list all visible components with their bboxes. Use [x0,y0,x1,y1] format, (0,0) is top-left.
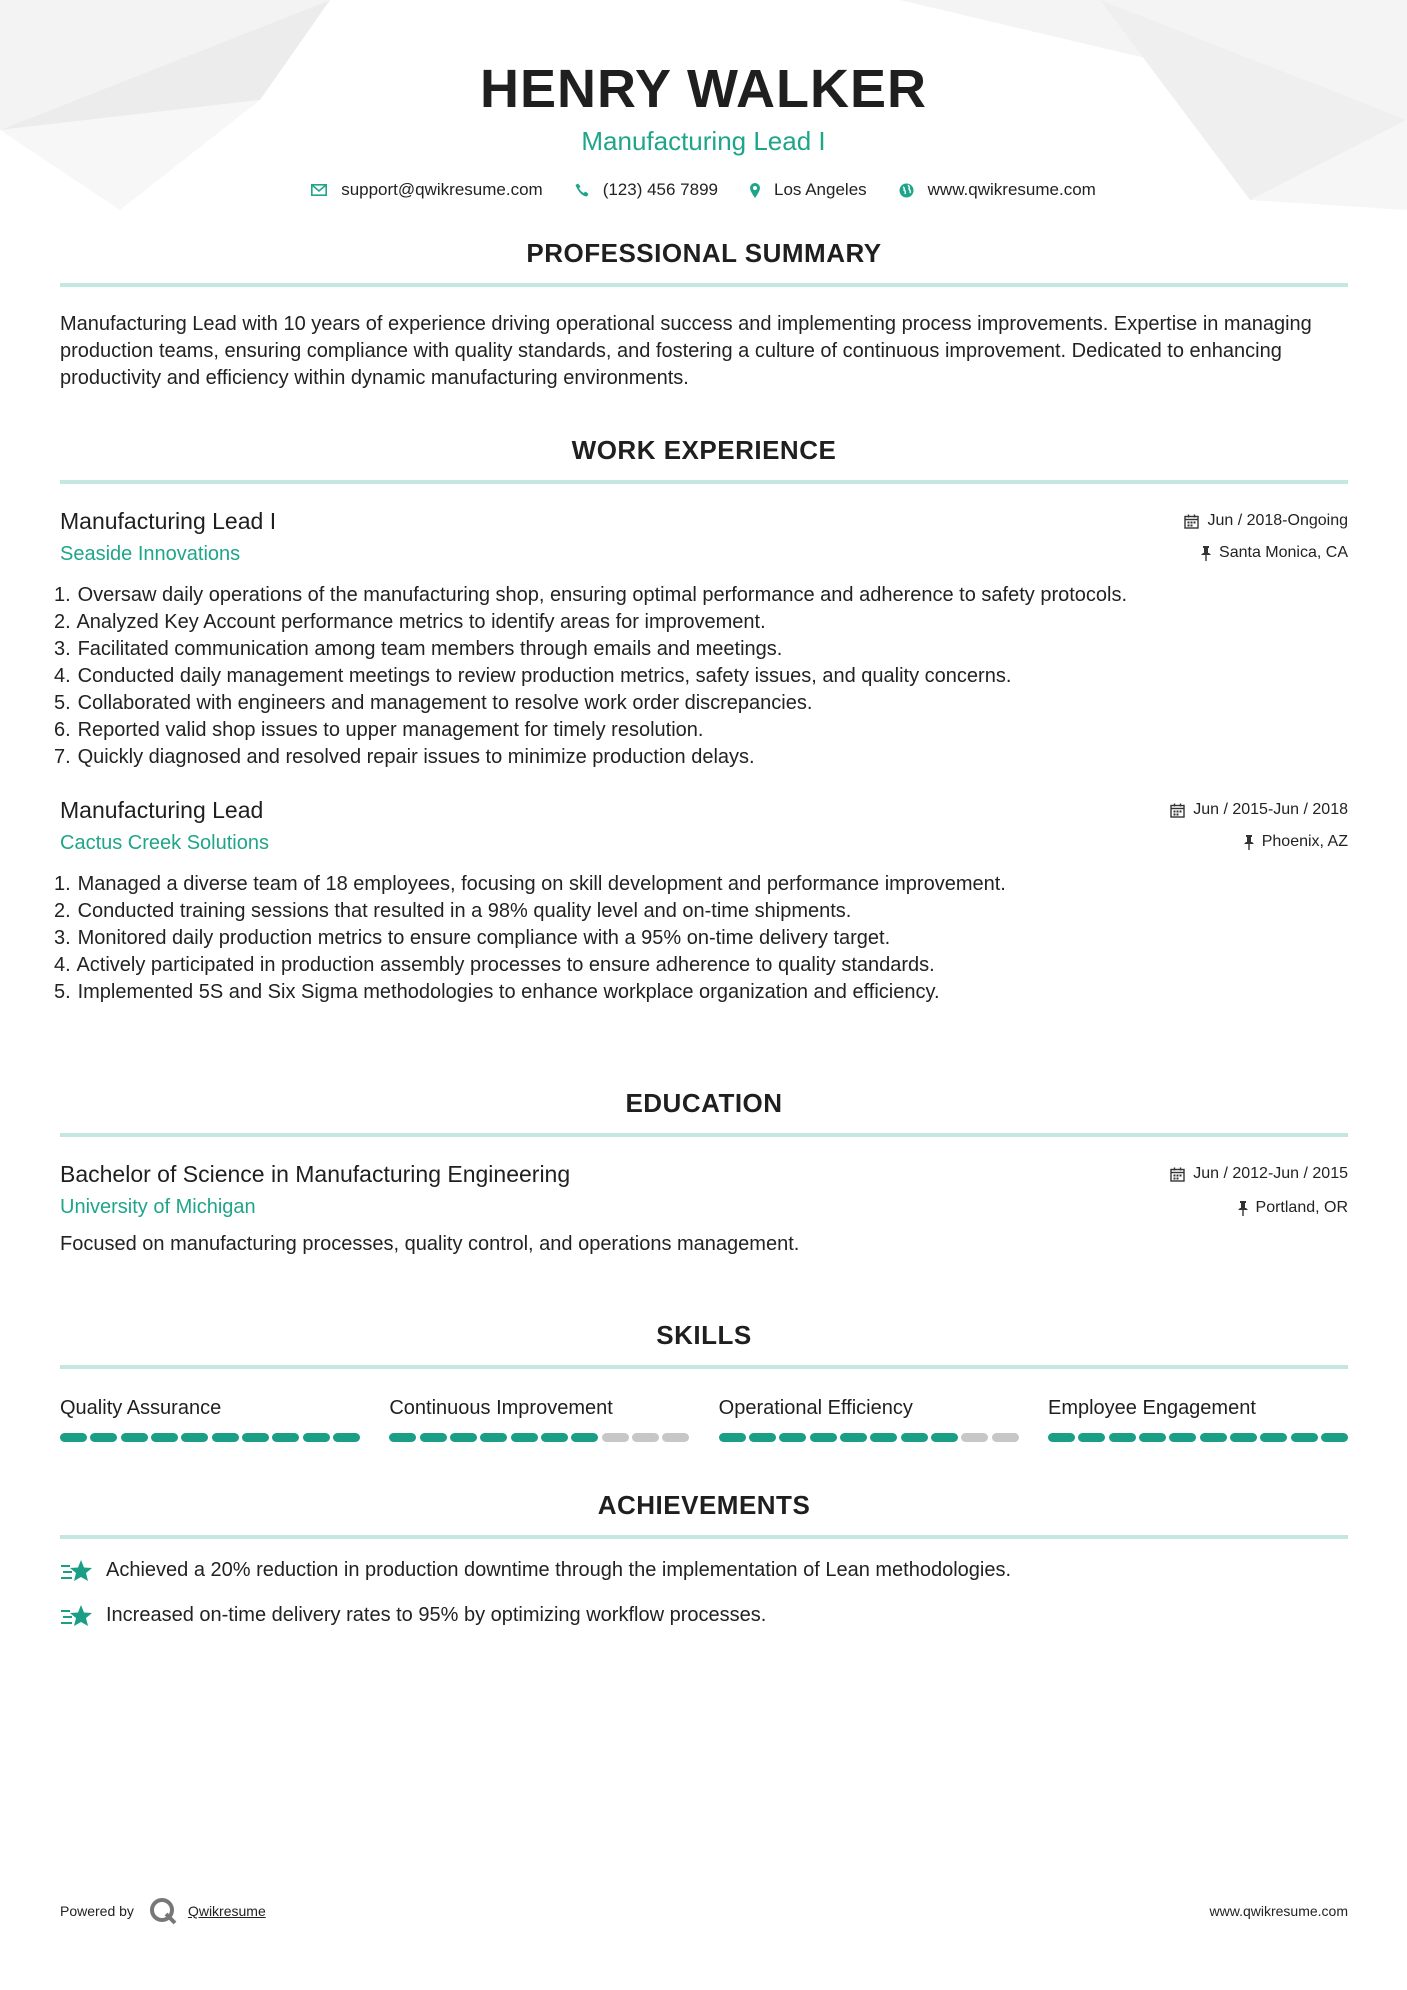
job-location-text: Santa Monica, CA [1219,544,1348,561]
skill-dot-filled [121,1433,148,1442]
experience-heading: WORK EXPERIENCE [571,435,837,465]
contact-bar [0,180,1407,200]
job-dates [1184,506,1348,536]
job-dates-text: Jun / 2015-Jun / 2018 [1193,801,1348,818]
skill-dot-empty [602,1433,629,1442]
skill-dot-filled [420,1433,447,1442]
qwikresume-link[interactable]: Qwikresume [187,1903,266,1919]
skill-dot-filled [303,1433,330,1442]
skill-dot-filled [901,1433,928,1442]
skill-dot-filled [810,1433,837,1442]
qwikresume-logo-icon [148,1896,178,1926]
section-divider [60,1133,1348,1137]
achievement-item [60,1602,1348,1629]
job-entry [54,795,1348,1006]
education-heading: EDUCATION [625,1088,783,1118]
pushpin-icon [1244,835,1254,850]
list-item: 1. Managed a diverse team of 18 employees, focusing on skill development and performance improvement. [54,873,1006,895]
summary-section [60,238,1348,392]
job-role: Manufacturing Lead [60,797,264,823]
calendar-icon [1170,1167,1185,1182]
list-item: 4. Conducted daily management meetings to review production metrics, safety issues, and quality concerns. [54,665,1012,687]
skill-dot-filled [1078,1433,1105,1442]
section-divider [60,480,1348,484]
calendar-icon [1184,514,1199,529]
achievement-text: Increased on-time delivery rates to 95% by optimizing workflow processes. [106,1604,767,1626]
achievements-heading: ACHIEVEMENTS [597,1490,811,1520]
skill-dot-filled [90,1433,117,1442]
skill-dot-filled [151,1433,178,1442]
contact-phone[interactable] [575,180,718,200]
job-bullets [54,871,1348,1006]
education-location-text: Portland, OR [1255,1199,1348,1216]
page-footer [60,1896,1348,1926]
contact-email[interactable] [311,180,543,200]
skill-name: Quality Assurance [60,1397,222,1419]
experience-section [54,435,1348,1006]
skill-dot-filled [1109,1433,1136,1442]
job-dates [1170,795,1348,825]
skill-item [1048,1395,1348,1442]
education-entry [60,1159,1348,1258]
achievements-section [60,1490,1348,1629]
skill-dot-filled [60,1433,87,1442]
job-dates-text: Jun / 2018-Ongoing [1207,512,1348,529]
skill-dot-filled [272,1433,299,1442]
education-school: University of Michigan [60,1196,256,1218]
skill-dot-filled [333,1433,360,1442]
skill-name: Employee Engagement [1047,1397,1256,1419]
phone-icon [575,183,589,197]
summary-heading: PROFESSIONAL SUMMARY [526,238,882,268]
skill-name: Operational Efficiency [718,1397,913,1419]
shooting-star-icon [60,1558,94,1584]
skill-dot-filled [480,1433,507,1442]
skill-rating [60,1433,360,1442]
skill-dot-filled [212,1433,239,1442]
education-description: Focused on manufacturing processes, quality control, and operations management. [60,1233,800,1255]
section-divider [60,283,1348,287]
skill-dot-filled [1291,1433,1318,1442]
achievement-text: Achieved a 20% reduction in production downtime through the implementation of Lean methodologies. [106,1559,1012,1581]
footer-website[interactable]: www.qwikresume.com [1209,1903,1348,1919]
contact-website[interactable] [899,180,1096,200]
skill-dot-filled [719,1433,746,1442]
candidate-name: HENRY WALKER [479,59,928,119]
skill-item [389,1395,689,1442]
skill-dot-empty [961,1433,988,1442]
list-item: 1. Oversaw daily operations of the manufacturing shop, ensuring optimal performance and adherence to safety protocols. [54,584,1128,606]
skill-dot-filled [1260,1433,1287,1442]
skills-section [60,1320,1348,1442]
skill-dot-filled [389,1433,416,1442]
education-degree: Bachelor of Science in Manufacturing Engineering [60,1161,571,1187]
skill-dot-filled [541,1433,568,1442]
skill-dot-filled [1048,1433,1075,1442]
skill-dot-filled [450,1433,477,1442]
list-item: 3. Facilitated communication among team members through emails and meetings. [54,638,783,660]
list-item: 2. Analyzed Key Account performance metrics to identify areas for improvement. [54,611,766,633]
contact-location [750,180,867,200]
skill-name: Continuous Improvement [389,1397,613,1419]
job-company: Cactus Creek Solutions [60,832,269,854]
list-item: 3. Monitored daily production metrics to ensure compliance with a 95% on-time delivery target. [54,927,891,949]
education-dates-text: Jun / 2012-Jun / 2015 [1193,1165,1348,1182]
calendar-icon [1170,803,1185,818]
skill-dot-empty [992,1433,1019,1442]
summary-text: Manufacturing Lead with 10 years of experience driving operational success and implementing process improvements. Expertise in managing production teams, ensuring compliance with quality standards, and fostering a culture of continuous improvement. Dedicated to enhancing productivity and efficiency within dynamic manufacturing environments. [60,313,1312,389]
list-item: 5. Collaborated with engineers and management to resolve work order discrepancies. [54,692,813,714]
envelope-icon [311,184,327,196]
list-item: 6. Reported valid shop issues to upper management for timely resolution. [54,719,704,741]
skill-dot-filled [779,1433,806,1442]
map-pin-icon [750,183,760,198]
skill-dot-empty [662,1433,689,1442]
job-role: Manufacturing Lead I [60,508,277,534]
job-location [1184,538,1348,568]
education-location [1170,1193,1348,1223]
list-item: 4. Actively participated in production assembly processes to ensure adherence to quality standards. [54,954,935,976]
skill-dot-filled [511,1433,538,1442]
job-entry [54,506,1348,771]
education-section [60,1088,1348,1258]
job-location [1170,827,1348,857]
contact-location-text: Los Angeles [774,180,867,199]
skill-dot-filled [242,1433,269,1442]
shooting-star-icon [60,1603,94,1629]
skill-rating [719,1433,1019,1442]
section-divider [60,1365,1348,1369]
skill-item [60,1395,360,1442]
skill-dot-filled [1230,1433,1257,1442]
skill-rating [1048,1433,1348,1442]
skill-dot-empty [632,1433,659,1442]
skill-rating [389,1433,689,1442]
skill-dot-filled [870,1433,897,1442]
list-item: 5. Implemented 5S and Six Sigma methodologies to enhance workplace organization and efficiency. [54,981,940,1003]
skill-item [719,1395,1019,1442]
skills-heading: SKILLS [656,1320,752,1350]
globe-icon [899,183,914,198]
contact-phone-text: (123) 456 7899 [602,180,719,199]
pushpin-icon [1238,1201,1248,1216]
skills-grid [60,1395,1348,1442]
education-dates [1170,1159,1348,1189]
contact-website-text: www.qwikresume.com [927,180,1096,199]
job-bullets [54,582,1348,771]
job-company: Seaside Innovations [60,543,241,565]
achievement-item [60,1557,1348,1584]
skill-dot-filled [1169,1433,1196,1442]
candidate-title: Manufacturing Lead I [581,126,826,156]
pushpin-icon [1201,546,1211,561]
job-location-text: Phoenix, AZ [1261,833,1348,850]
section-divider [60,1535,1348,1539]
skill-dot-filled [181,1433,208,1442]
list-item: 2. Conducted training sessions that resulted in a 98% quality level and on-time shipments. [54,900,852,922]
skill-dot-filled [1321,1433,1348,1442]
contact-email-text: support@qwikresume.com [341,180,543,199]
skill-dot-filled [749,1433,776,1442]
skill-dot-filled [931,1433,958,1442]
skill-dot-filled [571,1433,598,1442]
powered-by-label: Powered by [60,1903,134,1919]
list-item: 7. Quickly diagnosed and resolved repair issues to minimize production delays. [54,746,755,768]
resume-header [0,0,1407,200]
skill-dot-filled [840,1433,867,1442]
skill-dot-filled [1200,1433,1227,1442]
skill-dot-filled [1139,1433,1166,1442]
